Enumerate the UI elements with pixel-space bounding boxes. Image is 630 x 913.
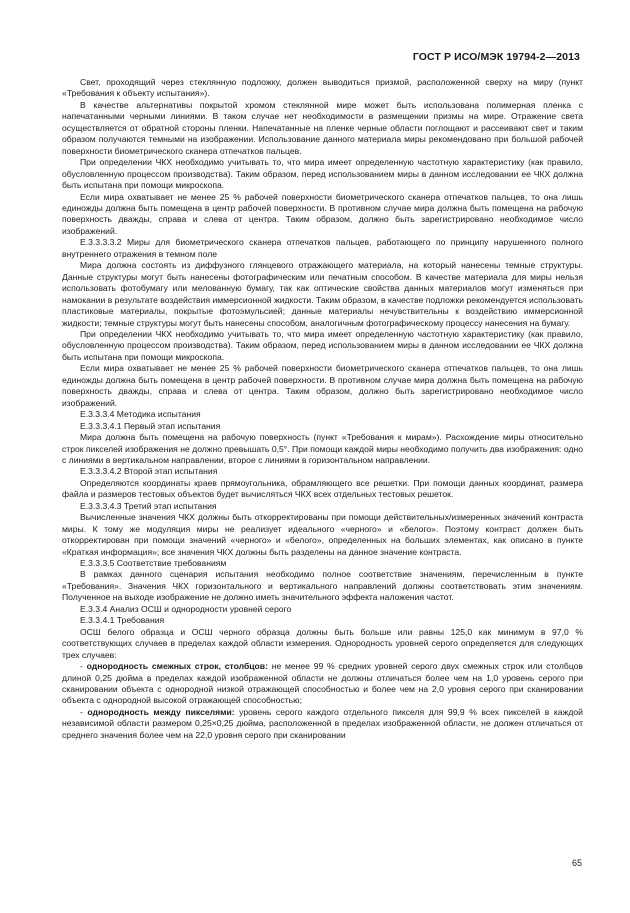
- paragraph: В рамках данного сценария испытания необходимо полное соответствие значениям, перечисленным в пункте «Требования». Значения ЧКХ горизонтального и вертикального направлений должны соответствовать этим значениям. Полученное на выходе изображение не должно иметь значительного эффекта наложения частот.: [62, 569, 583, 603]
- paragraph: Если мира охватывает не менее 25 % рабочей поверхности биометрического сканера отпечатков пальцев, то она лишь единожды должна быть помещена в центр рабочей поверхности. В противном случае мира должна быть помещена на рабочую поверхность дважды, справа и слева от центра. Таким образом, должно быть зарегистрировано необходимое число изображений.: [62, 191, 583, 236]
- bullet-item: [62, 661, 583, 707]
- section-heading: Е.3.3.3.4.1 Первый этап испытания: [80, 420, 221, 431]
- section-heading: Е.3.3.4 Анализ ОСШ и однородности уровней серого: [80, 603, 292, 614]
- paragraph: Мира должна быть помещена на рабочую поверхность (пункт «Требования к мирам»). Расхождение миры относительно строк пикселей изображения не должно превышать 0,5°. При помощи каждой миры необходимо получить два изображения: одно с линиями в вертикальном направлении, второе с линиями в горизонтальном направлении.: [62, 432, 583, 465]
- section-heading: Е.3.3.3.4.2 Второй этап испытания: [80, 466, 218, 477]
- paragraph: Определяются координаты краев прямоугольника, обрамляющего все решетки. При помощи данных координат, размера файла и размеров тестовых объектов будет вычисляться ЧКХ всех отдельных тестовых решеток.: [62, 477, 583, 500]
- bullet-term: однородность между пикселями:: [87, 706, 235, 717]
- section-heading: Е.3.3.3.3.2 Миры для биометрического сканера отпечатков пальцев, работающего по принципу нарушенного полного внутреннего отражения в темном поле: [62, 237, 583, 259]
- paragraph: ОСШ белого образца и ОСШ черного образца должны быть больше или равны 125,0 как минимум в 97,0 % соответствующих случаев в пределах каждой области измерения. Однородность уровней серого определяется для следующих трех случаев:: [62, 626, 583, 660]
- bullet-prefix: -: [80, 706, 88, 717]
- bullet-term: однородность смежных строк, столбцов:: [86, 661, 268, 672]
- section-heading: Е.3.3.4.1 Требования: [80, 615, 165, 626]
- paragraph: Вычисленные значения ЧКХ должны быть откорректированы при помощи действительных/измеренных значений контраста миры. К тому же модуляция миры не реализует идеального «черного» и «белого». Поэтому контраст должен быть откорректирован при помощи значений «черного» и «белого», определенных на больших элементах, как описано в пункте «Краткая информация»; все значения ЧКХ должны быть разделены на данное значение контраста.: [62, 512, 583, 557]
- paragraph: Мира должна состоять из диффузного глянцевого отражающего материала, на который нанесены темные структуры. Данные структуры могут быть нанесены фотографическим или печатным способом. В качестве материала для миры нельзя использовать фотобумагу или мелованную бумагу, так как оптические свойства данных материалов могут изменяться при намокании в результате воздействия иммерсионной жидкости. Таким образом, в качестве подложки рекомендуется использовать пластиковые материалы, покрытые фотоэмульсией; данные материалы нечувствительны к воздействию иммерсионной жидкости; темные структуры могут быть нанесены способом, аналогичным фотографическому процессу нанесения на бумагу.: [62, 260, 583, 328]
- paragraph: При определении ЧКХ необходимо учитывать то, что мира имеет определенную частотную характеристику (как правило, обусловленную процессом производства). Таким образом, перед использованием миры в данном исследовании ее ЧКХ должна быть испытана при помощи микроскопа.: [62, 328, 583, 362]
- paragraph: При определении ЧКХ необходимо учитывать то, что мира имеет определенную частотную характеристику (как правило, обусловленную процессом производства). Таким образом, перед использованием миры в данном исследовании ее ЧКХ должна быть испытана при помощи микроскопа.: [62, 157, 583, 191]
- section-heading: Е.3.3.3.4.3 Третий этап испытания: [80, 500, 217, 511]
- paragraph: В качестве альтернативы покрытой хромом стеклянной мире может быть использована полимерная пленка с напечатанными черными линиями. В таком случае нет необходимости в размещении призмы на мире. Отражение света осуществляется от обратной стороны пленки. Напечатанные на пленке черные области поглощают и рассеивают свет и таким образом получаются темными на изображении. Использование данного материала миры рекомендовано при большой рабочей поверхности биометрического сканера отпечатков пальцев.: [62, 99, 583, 156]
- document-body: [62, 77, 583, 741]
- paragraph: Если мира охватывает не менее 25 % рабочей поверхности биометрического сканера отпечатков пальцев, то она лишь единожды должна быть помещена в центр рабочей поверхности. В противном случае мира должна быть помещена на рабочую поверхность дважды, справа и слева от центра. Таким образом, должно быть зарегистрировано необходимое число изображений.: [62, 363, 583, 408]
- page-number: 65: [571, 858, 582, 868]
- bullet-prefix: -: [80, 661, 87, 672]
- paragraph: Свет, проходящий через стеклянную подложку, должен выводиться призмой, расположенной сверху на миру (пункт «Требования к объекту испытания»).: [62, 77, 583, 99]
- bullet-text: не менее 99 % средних уровней серого двух смежных строк или столбцов длиной 0,25 дюйма в пределах каждой изображенной области не должны отличаться более чем на 1,0 уровень серого при сканировании объекта с однородной низкой отражающей способностью и более чем на 2,0 уровня серого при сканировании объекта с однородной высокой отражающей способностью;: [62, 661, 583, 706]
- bullet-text: уровень серого каждого отдельного пикселя для 99,9 % всех пикселей в каждой независимой области размером 0,25×0,25 дюйма, расположенной в пределах изображенной области, не должен отличаться от среднего значения более чем на 22,0 уровня серого при сканировании: [62, 706, 583, 740]
- document-header: ГОСТ Р ИСО/МЭК 19794-2—2013: [412, 51, 580, 63]
- section-heading: Е.3.3.3.4 Методика испытания: [80, 409, 201, 420]
- section-heading: Е.3.3.3.5 Соответствие требованиям: [80, 558, 227, 569]
- bullet-item: [62, 707, 583, 741]
